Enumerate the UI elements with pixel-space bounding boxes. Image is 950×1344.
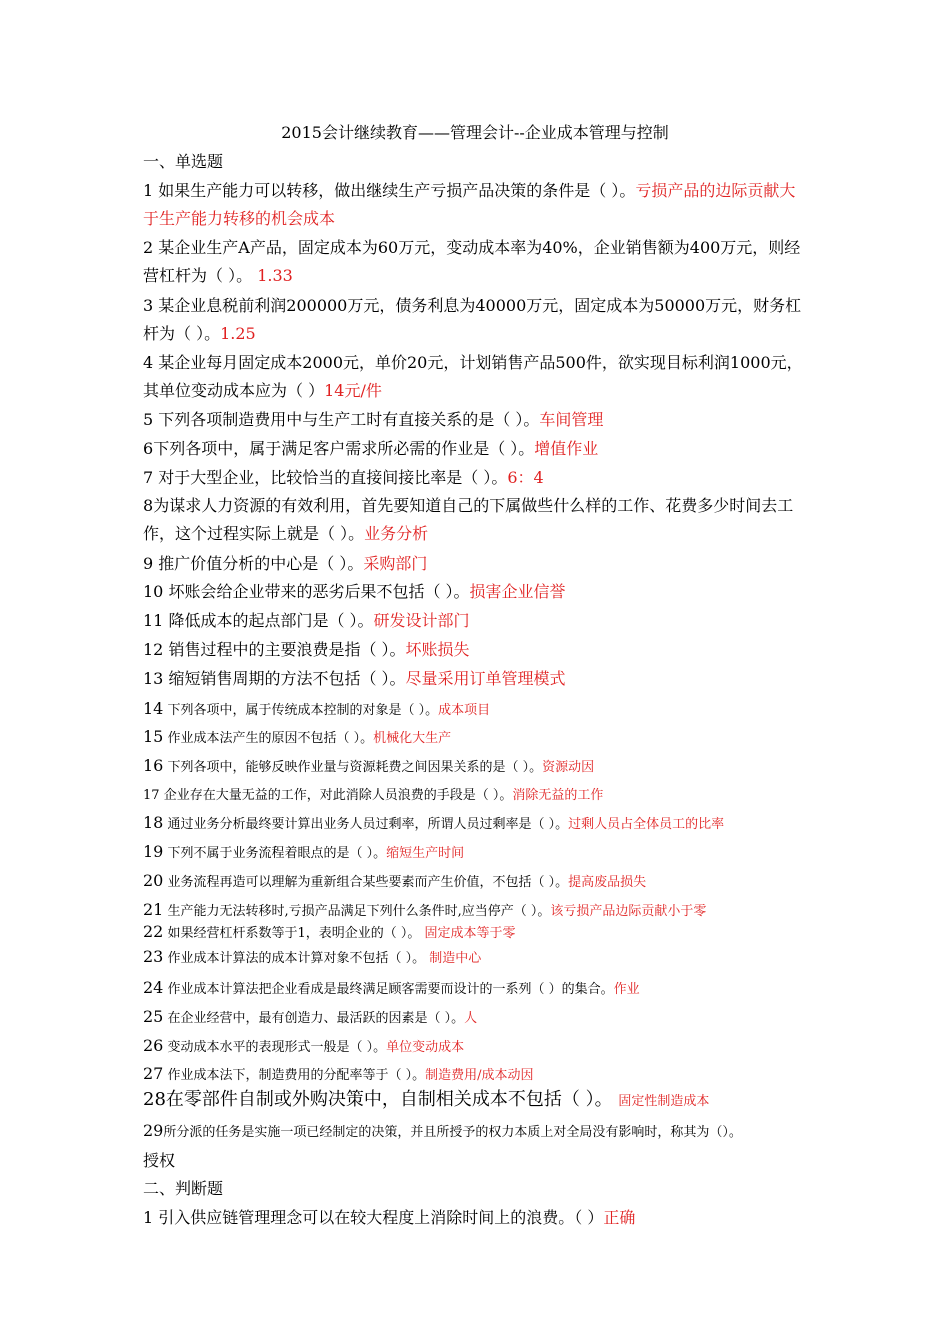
question-item: 6下列各项中，属于满足客户需求所必需的作业是（ ）。增值作业 (143, 439, 599, 458)
question-item: 24 作业成本计算法把企业看成是最终满足顾客需要而设计的一系列（ ）的集合。作业 (143, 978, 640, 997)
section-heading-judgment: 二、判断题 (143, 1179, 224, 1198)
question-item: 21 生产能力无法转移时,亏损产品满足下列什么条件时,应当停产（ ）。该亏损产品边际贡献小于零 (143, 900, 707, 919)
question-item: 18 通过业务分析最终要计算出业务人员过剩率，所谓人员过剩率是（ ）。过剩人员占全体员工的比率 (143, 813, 725, 832)
answer-text: 缩短生产时间 (386, 846, 465, 861)
question-item: 20 业务流程再造可以理解为重新组合某些要素而产生价值，不包括（ ）。提高废品损失 (143, 871, 647, 890)
question-item: 8为谋求人力资源的有效利用，首先要知道自己的下属做些什么样的工作、花费多少时间去工作，这个过程实际上就是（ ）。业务分析 (143, 496, 794, 543)
answer-text: 制造费用/成本动因 (425, 1068, 534, 1083)
answer-text: 授权 (143, 1151, 176, 1170)
answer-text: 该亏损产品边际贡献小于零 (550, 904, 707, 919)
question-item: 16 下列各项中，能够反映作业量与资源耗费之间因果关系的是（ ）。资源动因 (143, 756, 595, 775)
question-item: 23 作业成本计算法的成本计算对象不包括（ ）。 制造中心 (143, 947, 482, 966)
answer-text: 14元/件 (324, 381, 382, 400)
question-item: 15 作业成本法产生的原因不包括（ ）。机械化大生产 (143, 727, 452, 746)
answer-text: 采购部门 (363, 554, 428, 573)
question-item: 28在零部件自制或外购决策中，自制相关成本不包括（ ）。 固定性制造成本 (143, 1089, 710, 1110)
answer-text: 1.33 (257, 266, 293, 285)
question-item: 7 对于大型企业，比较恰当的直接间接比率是（ ）。6：4 (143, 468, 544, 487)
answer-text: 固定性制造成本 (618, 1094, 710, 1109)
question-item: 26 变动成本水平的表现形式一般是（ ）。单位变动成本 (143, 1036, 465, 1055)
answer-text: 固定成本等于零 (424, 926, 516, 941)
answer-text: 成本项目 (438, 703, 491, 718)
question-item: 3 某企业息税前利润200000万元，债务利息为40000万元，固定成本为50000万元，财务杠杆为（ ）。1.25 (143, 296, 802, 343)
answer-text: 亏损产品的边际贡献大于生产能力转移的机会成本 (143, 181, 796, 228)
answer-text: 业务分析 (364, 524, 429, 543)
answer-text: 损害企业信誉 (469, 582, 566, 601)
answer-text: 1.25 (220, 324, 256, 343)
question-item: 27 作业成本法下，制造费用的分配率等于（ ）。制造费用/成本动因 (143, 1064, 534, 1083)
judgment-item: 1 引入供应链管理理念可以在较大程度上消除时间上的浪费。（ ）正确 (143, 1208, 636, 1227)
question-item: 1 如果生产能力可以转移，做出继续生产亏损产品决策的条件是（ ）。亏损产品的边际贡献大于生产能力转移的机会成本 (143, 181, 796, 228)
answer-text: 尽量采用订单管理模式 (405, 669, 566, 688)
question-item: 5 下列各项制造费用中与生产工时有直接关系的是（ ）。车间管理 (143, 410, 604, 429)
question-item: 10 坏账会给企业带来的恶劣后果不包括（ ）。损害企业信誉 (143, 582, 566, 601)
answer-text: 坏账损失 (405, 640, 470, 659)
question-item: 22 如果经营杠杆系数等于1，表明企业的（ ）。 固定成本等于零 (143, 922, 516, 941)
question-item: 9 推广价值分析的中心是（ ）。采购部门 (143, 554, 428, 573)
answer-text: 6：4 (507, 468, 544, 487)
question-item: 11 降低成本的起点部门是（ ）。研发设计部门 (143, 611, 470, 630)
answer-text: 人 (464, 1011, 478, 1026)
answer-text: 过剩人员占全体员工的比率 (568, 817, 725, 832)
question-item: 19 下列不属于业务流程着眼点的是（ ）。缩短生产时间 (143, 842, 465, 861)
answer-text: 提高废品损失 (568, 875, 647, 890)
section-heading-single-choice: 一、单选题 (143, 152, 224, 171)
answer-text: 增值作业 (534, 439, 599, 458)
question-item: 2 某企业生产A产品，固定成本为60万元，变动成本率为40%，企业销售额为400万元，则经营杠杆为（ ）。 1.33 (143, 238, 801, 285)
question-item: 12 销售过程中的主要浪费是指（ ）。坏账损失 (143, 640, 470, 659)
answer-text: 单位变动成本 (386, 1040, 465, 1055)
question-item: 17 企业存在大量无益的工作，对此消除人员浪费的手段是（ ）。消除无益的工作 (143, 788, 604, 803)
answer-text: 制造中心 (429, 951, 482, 966)
answer-text: 车间管理 (539, 410, 604, 429)
answer-text: 研发设计部门 (373, 611, 470, 630)
answer-text: 正确 (603, 1208, 636, 1227)
question-item: 13 缩短销售周期的方法不包括（ ）。尽量采用订单管理模式 (143, 669, 566, 688)
question-item: 29所分派的任务是实施一项已经制定的决策，并且所授予的权力本质上对全局没有影响时，称其为（）。 (143, 1121, 742, 1140)
document-title: 2015会计继续教育——管理会计--企业成本管理与控制 (281, 123, 669, 142)
answer-text: 资源动因 (542, 760, 595, 775)
question-item: 14 下列各项中，属于传统成本控制的对象是（ ）。成本项目 (143, 699, 491, 718)
question-item: 4 某企业每月固定成本2000元，单价20元，计划销售产品500件，欲实现目标利润1000元，其单位变动成本应为（ ）14元/件 (143, 353, 803, 400)
answer-text: 消除无益的工作 (512, 788, 604, 803)
answer-text: 机械化大生产 (373, 731, 452, 746)
answer-text: 作业 (613, 982, 640, 997)
question-item: 25 在企业经营中，最有创造力、最活跃的因素是（ ）。人 (143, 1007, 478, 1026)
